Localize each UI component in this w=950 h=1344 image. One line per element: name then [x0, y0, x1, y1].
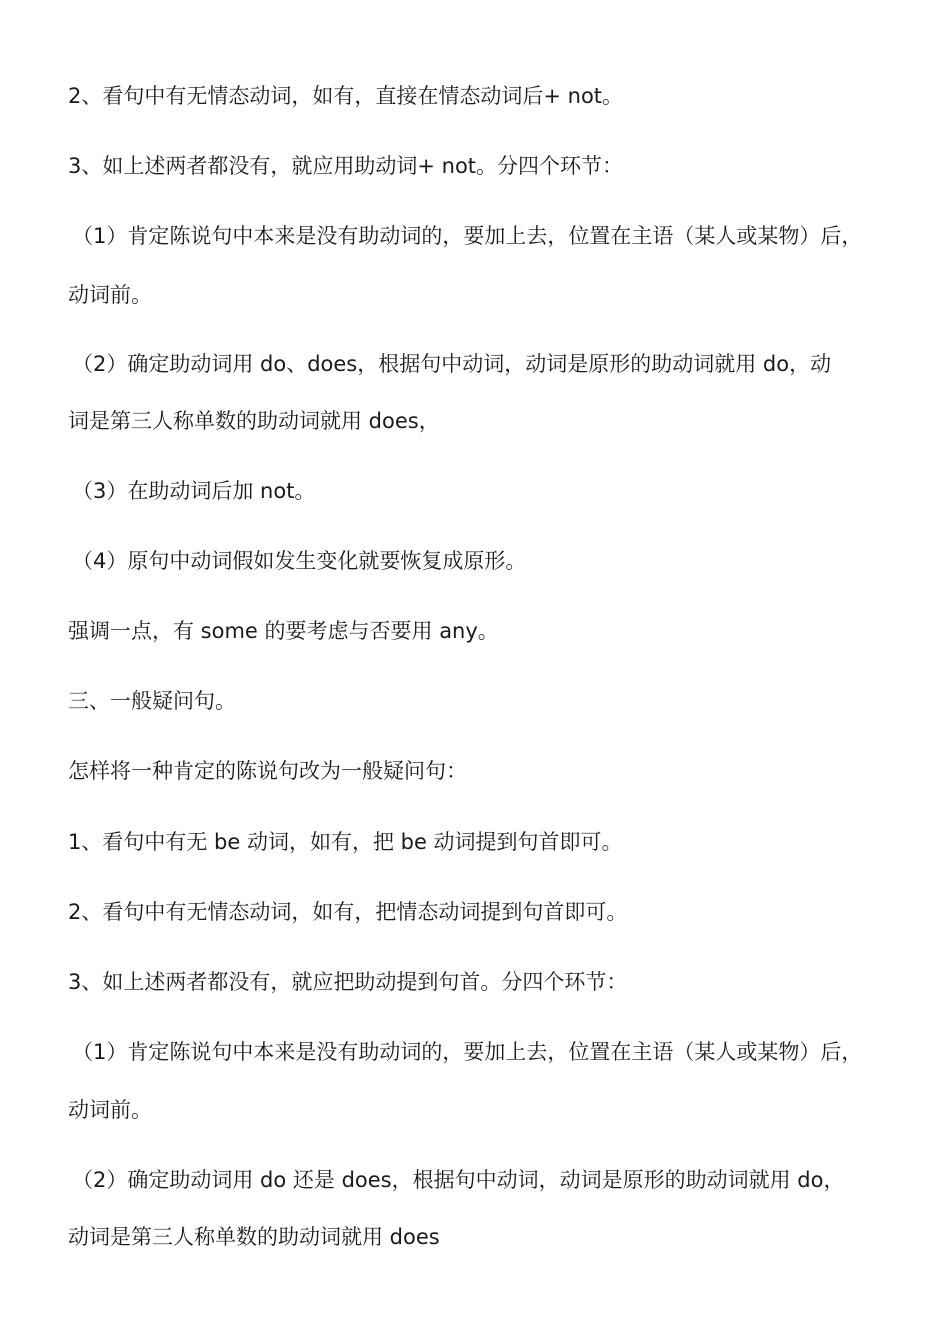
text-line-question-step-1-cont: 动词前。 [68, 1098, 152, 1122]
text-line-emphasis: 强调一点，有 some 的要考虑与否要用 any。 [68, 619, 499, 643]
text-line-step-1-cont: 动词前。 [68, 283, 152, 307]
text-line-auxiliary-rule: 3、如上述两者都没有，就应用助动词+ not。分四个环节： [68, 154, 624, 178]
text-line-step-2-cont: 词是第三人称单数的助动词就用 does， [68, 409, 440, 433]
text-line-step-4: （4）原句中动词假如发生变化就要恢复成原形。 [72, 549, 527, 573]
text-line-modal-verb-rule: 2、看句中有无情态动词，如有，直接在情态动词后+ not。 [68, 84, 624, 108]
text-line-question-step-2-cont: 动词是第三人称单数的助动词就用 does [68, 1225, 440, 1249]
text-line-question-step-2: （2）确定助动词用 do 还是 does，根据句中动词，动词是原形的助动词就用 do， [72, 1168, 845, 1192]
text-line-auxiliary-question-rule: 3、如上述两者都没有，就应把助动提到句首。分四个环节： [68, 970, 628, 994]
text-line-question-step-1: （1）肯定陈说句中本来是没有助动词的，要加上去，位置在主语（某人或某物）后， [72, 1040, 863, 1064]
text-line-step-3: （3）在助动词后加 not。 [72, 479, 316, 503]
section-heading-general-question: 三、一般疑问句。 [68, 689, 236, 713]
text-line-question-intro: 怎样将一种肯定的陈说句改为一般疑问句： [68, 759, 467, 783]
text-line-step-2: （2）确定助动词用 do、does，根据句中动词，动词是原形的助动词就用 do，动 [72, 352, 832, 376]
text-line-step-1: （1）肯定陈说句中本来是没有助动词的，要加上去，位置在主语（某人或某物）后， [72, 224, 863, 248]
text-line-modal-question-rule: 2、看句中有无情态动词，如有，把情态动词提到句首即可。 [68, 900, 628, 924]
text-line-be-verb-rule: 1、看句中有无 be 动词，如有，把 be 动词提到句首即可。 [68, 830, 623, 854]
